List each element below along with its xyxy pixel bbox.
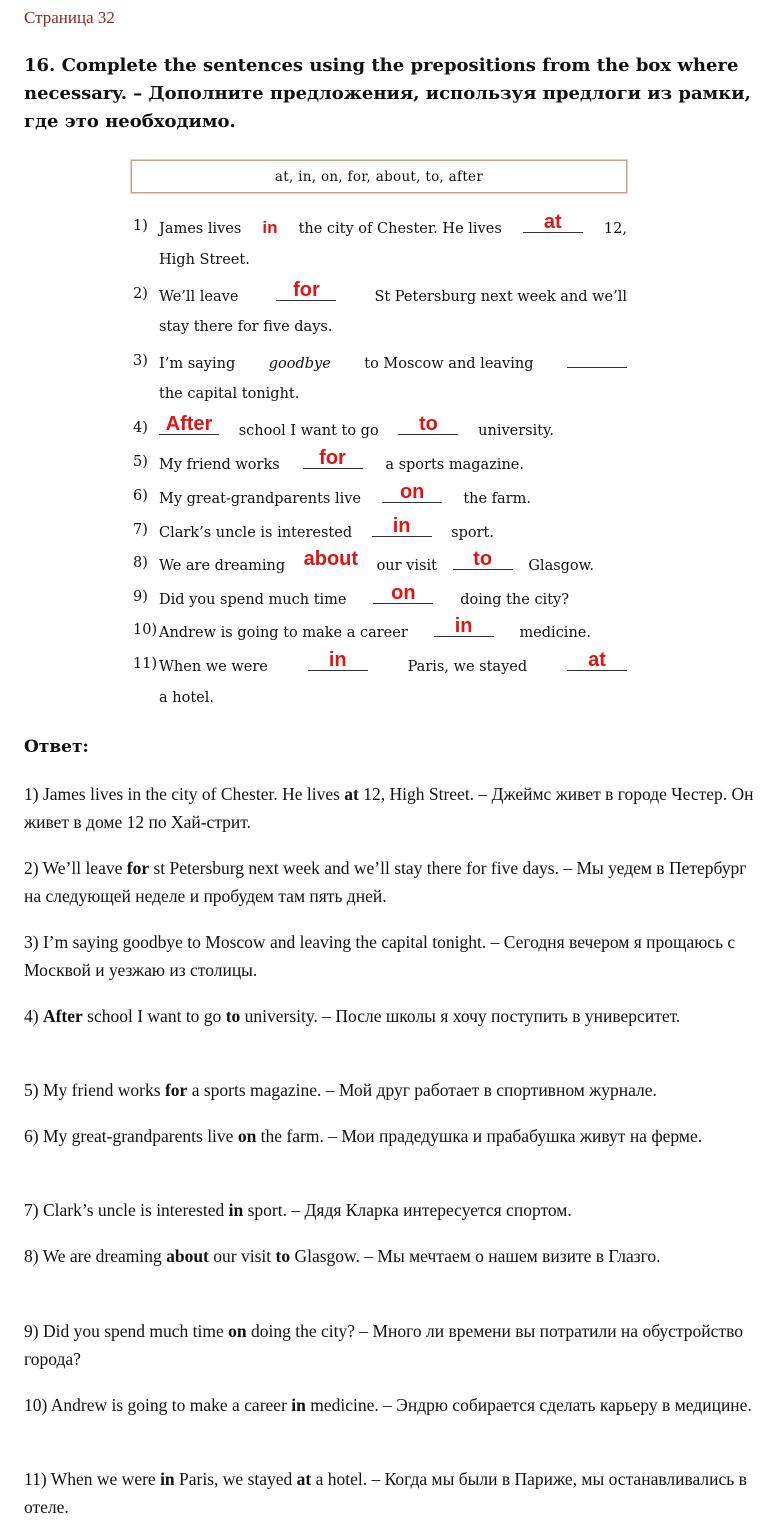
handwritten-answer: in xyxy=(392,515,411,537)
answer-paragraph: 10) Andrew is going to make a career in medicine. – Эндрю собирается сделать карьеру в медицине. xyxy=(24,1395,752,1415)
exercise-line xyxy=(159,279,627,305)
text: a hotel. xyxy=(159,690,214,706)
exercise-line xyxy=(159,649,627,675)
text: our visit xyxy=(376,558,437,574)
text: a sports magazine. xyxy=(385,457,524,473)
item-number: 6) xyxy=(133,488,148,504)
exercise-line xyxy=(159,690,627,706)
handwritten-answer: about xyxy=(303,548,359,570)
exercise-line xyxy=(159,615,591,641)
text: Glasgow. xyxy=(528,558,594,574)
answer-paragraph: 7) Clark’s uncle is interested in sport. – Дядя Кларка интересуется спортом. xyxy=(24,1200,572,1220)
page-label: Страница 32 xyxy=(24,8,115,27)
text: When we were xyxy=(159,659,268,675)
handwritten-answer: in xyxy=(328,649,347,671)
exercise-line xyxy=(159,211,627,238)
handwritten-answer: After xyxy=(165,413,213,435)
answer-blank xyxy=(373,582,433,604)
answer-blank xyxy=(567,649,627,671)
prepositions-box: at, in, on, for, about, to, after xyxy=(131,160,627,193)
handwritten-answer: on xyxy=(399,481,425,503)
answer-blank xyxy=(276,279,336,301)
item-number: 9) xyxy=(133,589,148,605)
answer-blank xyxy=(301,548,361,570)
handwritten-answer: in xyxy=(454,615,473,637)
text: Clark’s uncle is interested xyxy=(159,525,353,541)
text: to Moscow and leaving xyxy=(364,356,534,372)
item-number: 3) xyxy=(133,353,148,369)
answer-paragraph: 2) We’ll leave for st Petersburg next week and we’ll stay there for five days. – Мы уедем в Петербург на следующей неделе и пробудем там пять дней. xyxy=(24,858,747,906)
text: My great-grandparents live xyxy=(159,491,361,507)
exercise-line xyxy=(159,548,594,574)
text: St Petersburg next week and we’ll xyxy=(374,289,627,305)
item-number: 2) xyxy=(133,286,148,302)
answer-paragraph: 4) After school I want to go to university. – После школы я хочу поступить в университет. xyxy=(24,1006,681,1026)
text: High Street. xyxy=(159,252,250,268)
answer-paragraph: 11) When we were in Paris, we stayed at a hotel. – Когда мы были в Париже, мы останавливались в отеле. xyxy=(24,1469,747,1517)
answer-paragraph: 6) My great-grandparents live on the farm. – Мои прадедушка и прабабушка живут на ферме. xyxy=(24,1126,703,1146)
text: 12, xyxy=(603,221,627,237)
handwritten-answer: to xyxy=(473,548,493,570)
text: the capital tonight. xyxy=(159,386,300,402)
text: James lives xyxy=(159,221,242,237)
item-number: 8) xyxy=(133,555,148,571)
handwritten-answer: on xyxy=(391,582,416,604)
answer-paragraph: 8) We are dreaming about our visit to Glasgow. – Мы мечтаем о нашем визите в Глазго. xyxy=(24,1246,661,1266)
answer-blank xyxy=(434,615,494,637)
text: the city of Chester. He lives xyxy=(298,221,502,237)
handwritten-answer: for xyxy=(293,279,320,301)
text: the farm. xyxy=(463,491,531,507)
text: stay there for five days. xyxy=(159,319,333,335)
item-number: 10) xyxy=(133,622,158,638)
text: sport. xyxy=(451,525,494,541)
exercise-line xyxy=(159,319,627,335)
task-heading: 16. Complete the sentences using the prepositions from the box where necessary. – Дополните предложения, используя предлоги из рамки, где это необходимо. xyxy=(24,55,751,132)
exercise-line xyxy=(159,582,569,608)
exercise-line xyxy=(159,481,531,507)
exercise-line xyxy=(159,353,627,372)
text: university. xyxy=(478,423,554,439)
answer-blank xyxy=(308,649,368,671)
text: I’m saying xyxy=(159,356,236,372)
text: doing the city? xyxy=(460,592,569,608)
answer-blank xyxy=(159,413,219,435)
handwritten-answer: for xyxy=(319,447,346,469)
answer-blank xyxy=(567,353,627,368)
answer-paragraph: 3) I’m saying goodbye to Moscow and leaving the capital tonight. – Сегодня вечером я прощаюсь с Москвой и уезжаю из столицы. xyxy=(24,932,736,980)
text: My friend works xyxy=(159,457,280,473)
answer-blank xyxy=(303,447,363,469)
text: goodbye xyxy=(268,356,331,372)
text: We are dreaming xyxy=(159,558,286,574)
answer-paragraph: 1) James lives in the city of Chester. He lives at 12, High Street. – Джеймс живет в городе Честер. Он живет в доме 12 по Хай-стрит. xyxy=(24,784,754,832)
exercise-line xyxy=(159,386,627,402)
text: Did you spend much time xyxy=(159,592,347,608)
answer-paragraph: 9) Did you spend much time on doing the city? – Много ли времени вы потратили на обустройство города? xyxy=(24,1321,743,1369)
item-number: 7) xyxy=(133,522,148,538)
answer-blank xyxy=(382,481,442,503)
text: Andrew is going to make a career xyxy=(159,625,408,641)
answer-blank xyxy=(523,211,583,233)
answer-blank xyxy=(372,515,432,537)
item-number: 5) xyxy=(133,454,148,470)
answer-blank xyxy=(398,413,458,435)
exercise-line xyxy=(159,515,494,541)
item-number: 4) xyxy=(133,420,148,436)
text: Paris, we stayed xyxy=(407,659,528,675)
handwritten-answer: at xyxy=(588,649,606,671)
handwritten-answer: to xyxy=(418,413,438,435)
item-number: 1) xyxy=(133,218,148,234)
exercise-line xyxy=(159,252,627,268)
handwritten-answer: at xyxy=(543,211,562,233)
text: medicine. xyxy=(519,625,591,641)
exercise-scan xyxy=(0,0,770,720)
answer-paragraph: 5) My friend works for a sports magazine. – Мой друг работает в спортивном журнале. xyxy=(24,1080,657,1100)
exercise-line xyxy=(159,413,554,439)
text: We’ll leave xyxy=(159,289,239,305)
answer-heading: Ответ: xyxy=(24,737,89,757)
exercise-line xyxy=(159,447,524,473)
answer-blank xyxy=(453,548,513,570)
text: school I want to go xyxy=(238,423,379,439)
handwritten-answer: in xyxy=(262,218,278,237)
item-number: 11) xyxy=(133,656,158,672)
